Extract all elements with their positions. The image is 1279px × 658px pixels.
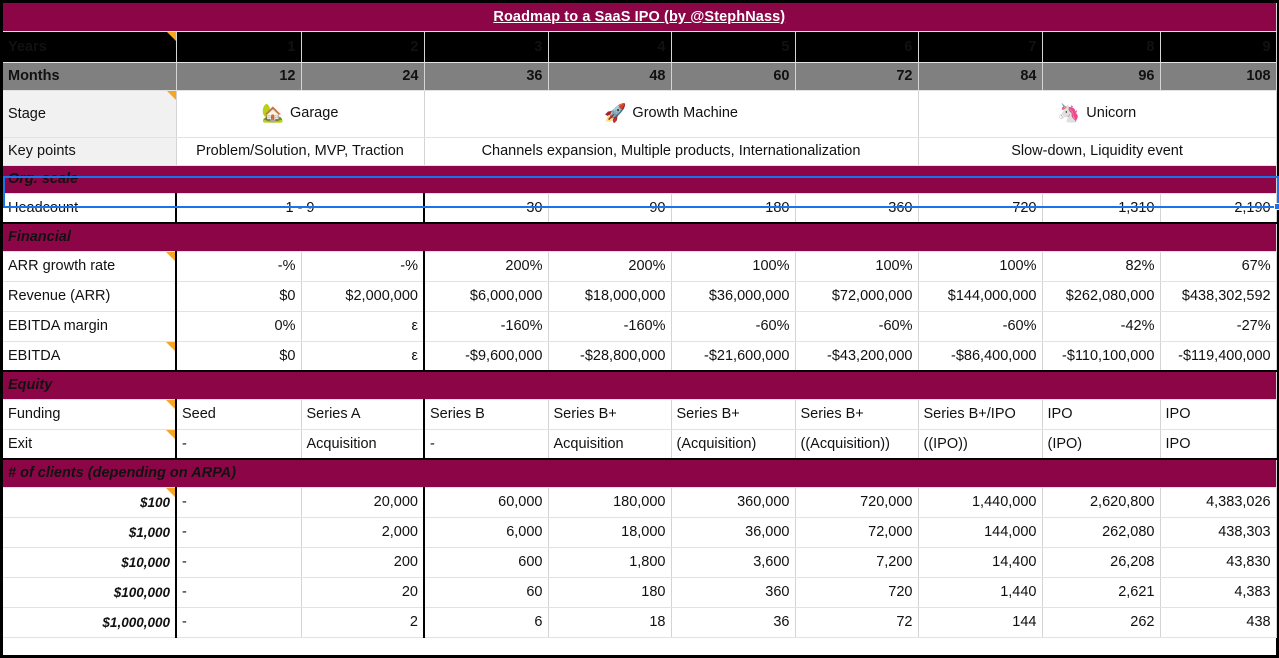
ebitda-margin-y5[interactable]: -60% (671, 311, 795, 341)
arr-growth-y2[interactable]: -% (301, 251, 424, 281)
month-cell-2[interactable]: 24 (301, 62, 424, 90)
clients-1000-y2[interactable]: 2,000 (301, 517, 424, 547)
stage-phase-garage[interactable] (176, 90, 424, 137)
section-financial[interactable] (3, 223, 1276, 251)
row-clients-1000000 (3, 607, 1276, 637)
clients-10000-y1[interactable]: - (176, 547, 301, 577)
revenue-y9[interactable]: $438,302,592 (1160, 281, 1276, 311)
section-equity-label: Equity (3, 371, 1276, 399)
key-points-growth[interactable]: Channels expansion, Multiple products, Internationalization (424, 137, 918, 165)
clients-1000-y7[interactable]: 144,000 (918, 517, 1042, 547)
clients-100-y6[interactable]: 720,000 (795, 487, 918, 517)
clients-1000-y3[interactable]: 6,000 (424, 517, 548, 547)
title-row (3, 3, 1276, 31)
ebitda-y8[interactable]: -$110,100,000 (1042, 341, 1160, 371)
month-cell-8[interactable]: 96 (1042, 62, 1160, 90)
year-cell-8[interactable]: 8 (1042, 31, 1160, 62)
rocket-icon: 🚀 (604, 103, 627, 123)
arpa-label-1000000: $1,000,000 (3, 607, 176, 637)
stage-phase-growth-machine[interactable] (424, 90, 918, 137)
funding-y8[interactable]: IPO (1042, 399, 1160, 429)
revenue-y7[interactable]: $144,000,000 (918, 281, 1042, 311)
clients-1000000-y3[interactable]: 6 (424, 607, 548, 637)
house-icon: 🏡 (261, 103, 285, 123)
section-org-scale-label: Org. scale (3, 165, 1276, 193)
arr-growth-y5[interactable]: 100% (671, 251, 795, 281)
revenue-y8[interactable]: $262,080,000 (1042, 281, 1160, 311)
clients-100000-y6[interactable]: 720 (795, 577, 918, 607)
exit-y7[interactable]: ((IPO)) (918, 429, 1042, 459)
roadmap-table (3, 3, 1277, 638)
months-label: Months (3, 62, 176, 90)
stage-row (3, 90, 1276, 137)
month-cell-7[interactable]: 84 (918, 62, 1042, 90)
years-label: Years (3, 31, 176, 62)
row-arr-growth (3, 251, 1276, 281)
ebitda-margin-label: EBITDA margin (3, 311, 176, 341)
clients-100000-y5[interactable]: 360 (671, 577, 795, 607)
funding-y6[interactable]: Series B+ (795, 399, 918, 429)
exit-y2[interactable]: Acquisition (301, 429, 424, 459)
ebitda-label: EBITDA (3, 341, 176, 371)
clients-100-y7[interactable]: 1,440,000 (918, 487, 1042, 517)
exit-y8[interactable]: (IPO) (1042, 429, 1160, 459)
headcount-y5[interactable]: 180 (671, 193, 795, 223)
revenue-y5[interactable]: $36,000,000 (671, 281, 795, 311)
exit-y4[interactable]: Acquisition (548, 429, 671, 459)
clients-1000000-y6[interactable]: 72 (795, 607, 918, 637)
row-exit (3, 429, 1276, 459)
ebitda-y9[interactable]: -$119,400,000 (1160, 341, 1276, 371)
ebitda-y3[interactable]: -$9,600,000 (424, 341, 548, 371)
headcount-y1[interactable]: 1 - 9 (176, 193, 424, 223)
year-cell-5[interactable]: 5 (671, 31, 795, 62)
arr-growth-y8[interactable]: 82% (1042, 251, 1160, 281)
exit-y5[interactable]: (Acquisition) (671, 429, 795, 459)
headcount-label: Headcount (3, 193, 176, 223)
arr-growth-label: ARR growth rate (3, 251, 176, 281)
row-clients-10000 (3, 547, 1276, 577)
page-title: Roadmap to a SaaS IPO (by @StephNass) (493, 8, 786, 25)
row-clients-100000 (3, 577, 1276, 607)
headcount-y4[interactable]: 90 (548, 193, 671, 223)
revenue-label: Revenue (ARR) (3, 281, 176, 311)
revenue-y1[interactable]: $0 (176, 281, 301, 311)
ebitda-margin-y1[interactable]: 0% (176, 311, 301, 341)
clients-100-y4[interactable]: 180,000 (548, 487, 671, 517)
clients-1000000-y2[interactable]: 2 (301, 607, 424, 637)
key-points-row (3, 137, 1276, 165)
clients-100-y9[interactable]: 4,383,026 (1160, 487, 1276, 517)
revenue-y4[interactable]: $18,000,000 (548, 281, 671, 311)
clients-100-y5[interactable]: 360,000 (671, 487, 795, 517)
title-cell (3, 3, 1276, 31)
arpa-label-100: $100 (3, 487, 176, 517)
stage-label: Stage (3, 90, 176, 137)
funding-label: Funding (3, 399, 176, 429)
clients-100-y8[interactable]: 2,620,800 (1042, 487, 1160, 517)
year-cell-9[interactable]: 9 (1160, 31, 1276, 62)
funding-y9[interactable]: IPO (1160, 399, 1276, 429)
key-points-garage[interactable]: Problem/Solution, MVP, Traction (176, 137, 424, 165)
row-ebitda-margin (3, 311, 1276, 341)
clients-10000-y3[interactable]: 600 (424, 547, 548, 577)
headcount-y9[interactable]: 2,190 (1160, 193, 1276, 223)
exit-y9[interactable]: IPO (1160, 429, 1276, 459)
stage-phase-garage-label: Garage (290, 105, 339, 121)
clients-1000-y8[interactable]: 262,080 (1042, 517, 1160, 547)
clients-100000-y4[interactable]: 180 (548, 577, 671, 607)
clients-10000-y4[interactable]: 1,800 (548, 547, 671, 577)
row-headcount (3, 193, 1276, 223)
exit-y3[interactable]: - (424, 429, 548, 459)
exit-y6[interactable]: ((Acquisition)) (795, 429, 918, 459)
year-cell-4[interactable]: 4 (548, 31, 671, 62)
revenue-y3[interactable]: $6,000,000 (424, 281, 548, 311)
clients-1000000-y7[interactable]: 144 (918, 607, 1042, 637)
clients-100000-y9[interactable]: 4,383 (1160, 577, 1276, 607)
stage-phase-unicorn[interactable] (918, 90, 1276, 137)
ebitda-y1[interactable]: $0 (176, 341, 301, 371)
funding-y4[interactable]: Series B+ (548, 399, 671, 429)
headcount-y6[interactable]: 360 (795, 193, 918, 223)
funding-y2[interactable]: Series A (301, 399, 424, 429)
ebitda-y4[interactable]: -$28,800,000 (548, 341, 671, 371)
month-cell-6[interactable]: 72 (795, 62, 918, 90)
key-points-label: Key points (3, 137, 176, 165)
clients-100000-y7[interactable]: 1,440 (918, 577, 1042, 607)
funding-y7[interactable]: Series B+/IPO (918, 399, 1042, 429)
ebitda-y5[interactable]: -$21,600,000 (671, 341, 795, 371)
ebitda-y6[interactable]: -$43,200,000 (795, 341, 918, 371)
ebitda-margin-y4[interactable]: -160% (548, 311, 671, 341)
clients-100000-y2[interactable]: 20 (301, 577, 424, 607)
ebitda-margin-y2[interactable]: ε (301, 311, 424, 341)
ebitda-y2[interactable]: ε (301, 341, 424, 371)
clients-1000-y1[interactable]: - (176, 517, 301, 547)
exit-label: Exit (3, 429, 176, 459)
arpa-label-1000: $1,000 (3, 517, 176, 547)
clients-10000-y6[interactable]: 7,200 (795, 547, 918, 577)
section-equity[interactable] (3, 371, 1276, 399)
funding-y1[interactable]: Seed (176, 399, 301, 429)
key-points-unicorn[interactable]: Slow-down, Liquidity event (918, 137, 1276, 165)
clients-1000000-y8[interactable]: 262 (1042, 607, 1160, 637)
ebitda-margin-y6[interactable]: -60% (795, 311, 918, 341)
section-org-scale[interactable] (3, 165, 1276, 193)
section-clients-label: # of clients (depending on ARPA) (3, 459, 1276, 487)
section-clients[interactable] (3, 459, 1276, 487)
year-cell-3[interactable]: 3 (424, 31, 548, 62)
row-clients-100 (3, 487, 1276, 517)
arpa-label-100000: $100,000 (3, 577, 176, 607)
funding-y5[interactable]: Series B+ (671, 399, 795, 429)
ebitda-margin-y3[interactable]: -160% (424, 311, 548, 341)
months-header-row (3, 62, 1276, 90)
clients-1000-y4[interactable]: 18,000 (548, 517, 671, 547)
clients-1000000-y4[interactable]: 18 (548, 607, 671, 637)
clients-100000-y1[interactable]: - (176, 577, 301, 607)
clients-1000-y6[interactable]: 72,000 (795, 517, 918, 547)
clients-100-y1[interactable]: - (176, 487, 301, 517)
revenue-y2[interactable]: $2,000,000 (301, 281, 424, 311)
arr-growth-y6[interactable]: 100% (795, 251, 918, 281)
headcount-y8[interactable]: 1,310 (1042, 193, 1160, 223)
stage-phase-unicorn-label: Unicorn (1086, 105, 1137, 121)
clients-10000-y8[interactable]: 26,208 (1042, 547, 1160, 577)
month-cell-3[interactable]: 36 (424, 62, 548, 90)
ebitda-y7[interactable]: -$86,400,000 (918, 341, 1042, 371)
arr-growth-y4[interactable]: 200% (548, 251, 671, 281)
years-header-row (3, 31, 1276, 62)
ebitda-margin-y7[interactable]: -60% (918, 311, 1042, 341)
stage-phase-growth-machine-label: Growth Machine (632, 105, 738, 121)
headcount-y7[interactable]: 720 (918, 193, 1042, 223)
clients-10000-y2[interactable]: 200 (301, 547, 424, 577)
year-cell-7[interactable]: 7 (918, 31, 1042, 62)
month-cell-5[interactable]: 60 (671, 62, 795, 90)
clients-1000-y5[interactable]: 36,000 (671, 517, 795, 547)
ebitda-margin-y8[interactable]: -42% (1042, 311, 1160, 341)
clients-1000000-y5[interactable]: 36 (671, 607, 795, 637)
month-cell-4[interactable]: 48 (548, 62, 671, 90)
funding-y3[interactable]: Series B (424, 399, 548, 429)
clients-100-y2[interactable]: 20,000 (301, 487, 424, 517)
clients-1000-y9[interactable]: 438,303 (1160, 517, 1276, 547)
clients-1000000-y1[interactable]: - (176, 607, 301, 637)
row-clients-1000 (3, 517, 1276, 547)
arpa-label-10000: $10,000 (3, 547, 176, 577)
clients-100000-y3[interactable]: 60 (424, 577, 548, 607)
ebitda-margin-y9[interactable]: -27% (1160, 311, 1276, 341)
row-revenue (3, 281, 1276, 311)
row-funding (3, 399, 1276, 429)
month-cell-9[interactable]: 108 (1160, 62, 1276, 90)
year-cell-6[interactable]: 6 (795, 31, 918, 62)
headcount-y3[interactable]: 30 (424, 193, 548, 223)
clients-100000-y8[interactable]: 2,621 (1042, 577, 1160, 607)
year-cell-2[interactable]: 2 (301, 31, 424, 62)
clients-10000-y9[interactable]: 43,830 (1160, 547, 1276, 577)
clients-1000000-y9[interactable]: 438 (1160, 607, 1276, 637)
arr-growth-y3[interactable]: 200% (424, 251, 548, 281)
month-cell-1[interactable]: 12 (176, 62, 301, 90)
arr-growth-y9[interactable]: 67% (1160, 251, 1276, 281)
section-financial-label: Financial (3, 223, 1276, 251)
exit-y1[interactable]: - (176, 429, 301, 459)
clients-10000-y5[interactable]: 3,600 (671, 547, 795, 577)
clients-100-y3[interactable]: 60,000 (424, 487, 548, 517)
arr-growth-y1[interactable]: -% (176, 251, 301, 281)
row-ebitda (3, 341, 1276, 371)
unicorn-icon: 🦄 (1057, 103, 1081, 123)
year-cell-1[interactable]: 1 (176, 31, 301, 62)
revenue-y6[interactable]: $72,000,000 (795, 281, 918, 311)
clients-10000-y7[interactable]: 14,400 (918, 547, 1042, 577)
arr-growth-y7[interactable]: 100% (918, 251, 1042, 281)
